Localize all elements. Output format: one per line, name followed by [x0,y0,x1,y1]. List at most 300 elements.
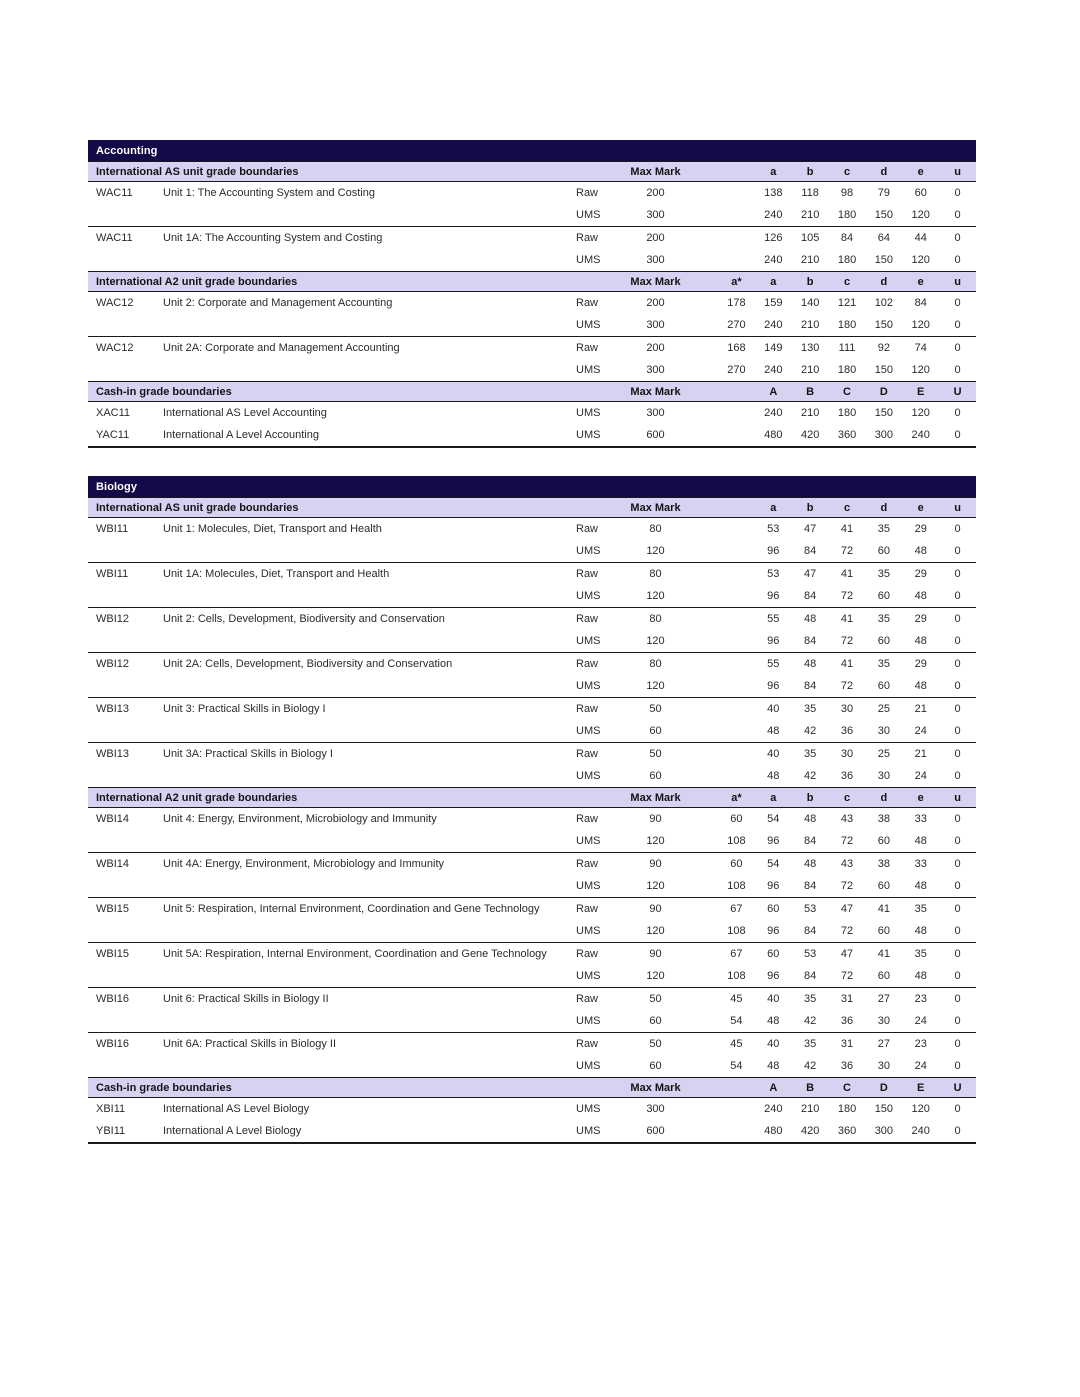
mark-type-label: Raw [576,232,599,244]
grade-value: 42 [804,725,817,737]
grade-value: 42 [804,1015,817,1027]
grade-value: 48 [767,725,780,737]
mark-type-label: UMS [576,1060,601,1072]
mark-line [88,1055,976,1077]
grade-values [718,407,976,419]
grade-value: 41 [840,523,854,535]
group-header-label: Cash-in grade boundaries [96,1081,232,1094]
grade-value: 30 [840,703,854,715]
grade-value: 150 [874,319,894,331]
grade-value: 159 [764,297,783,309]
grade-value: 0 [954,232,961,244]
mark-line [88,359,976,381]
grade-value: 0 [954,725,961,737]
grade-col-header: c [843,791,851,804]
grade-value: 30 [877,1015,890,1027]
grade-boundaries-tables [88,140,976,1172]
grade-value: 60 [730,858,743,870]
grade-value: 74 [914,342,927,354]
grade-values [718,209,976,221]
grade-col-header: e [917,275,924,288]
mark-line [88,875,976,897]
subject-section-accounting [88,140,976,448]
grade-value: 25 [877,703,890,715]
grade-value: 42 [804,770,817,782]
mark-line [88,608,976,630]
mark-line [88,630,976,652]
grade-value: 24 [914,770,927,782]
grade-value: 480 [764,1125,783,1137]
grade-col-header: a* [731,791,742,804]
grade-value: 126 [764,232,783,244]
grade-value: 40 [767,748,780,760]
grade-value: 0 [954,748,961,760]
grade-value: 96 [767,880,780,892]
grade-value: 270 [727,319,746,331]
grade-value: 0 [954,613,961,625]
grade-value [718,770,755,782]
grade-value: 0 [954,319,961,331]
mark-type-label: UMS [576,209,601,221]
section-title [88,140,976,161]
grade-value [718,613,755,625]
grade-value: 23 [914,993,927,1005]
grade-col-headers [718,792,976,804]
grade-value: 102 [874,297,894,309]
grade-value: 60 [914,187,927,199]
unit-row-group [88,1120,976,1142]
grade-value: 210 [800,319,820,331]
grade-value: 92 [877,342,890,354]
grade-value: 48 [767,1015,780,1027]
grade-col-header: U [953,1081,962,1094]
max-mark-value: 600 [646,429,665,441]
grade-value: 84 [914,297,927,309]
grade-value: 40 [767,703,780,715]
section-title-text: Biology [96,480,138,493]
unit-title: Unit 4A: Energy, Environment, Microbiology and Immunity [163,858,445,870]
mark-type-label: UMS [576,725,601,737]
grade-value: 240 [764,407,783,419]
group-header-label: International A2 unit grade boundaries [96,791,298,804]
unit-title: Unit 1: The Accounting System and Costing [163,187,375,199]
max-mark-value: 50 [649,703,662,715]
grade-value: 29 [914,613,927,625]
mark-type-label: Raw [576,748,599,760]
grade-values [718,254,976,266]
grade-value: 0 [954,364,961,376]
unit-code: WBI15 [96,903,130,915]
grade-value: 36 [840,725,854,737]
grade-value: 43 [840,858,854,870]
group-header [88,381,976,402]
grade-value: 84 [804,925,817,937]
grade-value [718,703,755,715]
grade-value: 0 [954,209,961,221]
grade-col-header: b [806,165,814,178]
grade-values [718,813,976,825]
unit-title: International AS Level Accounting [163,407,327,419]
unit-row-group [88,697,976,742]
mark-type-label: UMS [576,254,601,266]
grade-value: 47 [804,523,817,535]
grade-col-header: E [917,385,925,398]
grade-values [718,948,976,960]
grade-value: 29 [914,568,927,580]
grade-value: 96 [767,925,780,937]
grade-values [718,970,976,982]
unit-row-group [88,852,976,897]
grade-value: 149 [764,342,783,354]
mark-type-label: Raw [576,858,599,870]
grade-value: 67 [730,948,743,960]
grade-value [718,209,755,221]
grade-value: 84 [804,545,817,557]
grade-col-header [718,386,755,398]
mark-line [88,424,976,446]
mark-line [88,518,976,540]
unit-row-group [88,1032,976,1077]
max-mark-value: 300 [646,254,665,266]
grade-value: 24 [914,725,927,737]
grade-value: 35 [914,903,927,915]
unit-code: WAC11 [96,187,133,199]
mark-type-label: UMS [576,545,601,557]
grade-value: 150 [874,254,894,266]
grade-col-header: b [806,791,814,804]
grade-values [718,319,976,331]
grade-col-header: c [843,501,851,514]
grade-value: 45 [730,993,743,1005]
grade-value [718,568,755,580]
grade-value: 0 [954,429,961,441]
grade-value: 84 [804,835,817,847]
grade-value: 54 [730,1060,743,1072]
grade-col-header: a [770,165,777,178]
grade-value: 42 [804,1060,817,1072]
mark-line [88,653,976,675]
grade-value: 67 [730,903,743,915]
grade-value: 41 [840,658,854,670]
grade-value: 108 [727,925,746,937]
grade-value: 48 [914,680,927,692]
grade-col-header: b [806,275,814,288]
grade-value [718,1125,755,1137]
mark-type-label: UMS [576,1103,601,1115]
max-mark-value: 60 [649,725,662,737]
group-header [88,271,976,292]
grade-value: 84 [804,635,817,647]
grade-col-header: c [843,165,851,178]
grade-values [718,590,976,602]
grade-col-header [718,502,755,514]
section-title [88,476,976,497]
grade-value: 0 [954,858,961,870]
grade-value [718,725,755,737]
unit-code: WBI11 [96,568,129,580]
grade-values [718,187,976,199]
grade-value [718,1103,755,1115]
grade-value: 35 [877,523,890,535]
grade-value: 240 [911,1125,930,1137]
grade-value: 0 [954,545,961,557]
mark-line [88,249,976,271]
grade-value: 47 [804,568,817,580]
mark-line [88,337,976,359]
grade-value: 0 [954,948,961,960]
grade-value: 240 [764,319,783,331]
mark-line [88,227,976,249]
grade-value [718,545,755,557]
grade-values [718,835,976,847]
grade-value: 35 [877,658,890,670]
mark-line [88,204,976,226]
grade-value: 150 [874,209,894,221]
grade-value: 0 [954,680,961,692]
grade-value: 210 [800,407,820,419]
mark-type-label: UMS [576,1015,601,1027]
mark-type-label: UMS [576,590,601,602]
grade-col-header: e [917,165,924,178]
max-mark-value: 60 [649,1015,662,1027]
grade-value: 48 [914,835,927,847]
grade-value: 120 [911,1103,930,1115]
grade-value: 72 [840,590,854,602]
unit-row-group [88,987,976,1032]
group-header [88,787,976,808]
grade-value: 210 [800,209,820,221]
grade-values [718,925,976,937]
mark-line [88,988,976,1010]
max-mark-header: Max Mark [630,165,681,178]
unit-code: WBI16 [96,1038,130,1050]
grade-value: 72 [840,835,854,847]
grade-value: 48 [804,613,817,625]
mark-line [88,720,976,742]
grade-value [718,635,755,647]
grade-value: 0 [954,635,961,647]
mark-line [88,743,976,765]
mark-type-label: UMS [576,319,601,331]
grade-value: 79 [877,187,890,199]
mark-type-label: Raw [576,948,599,960]
grade-value: 96 [767,545,780,557]
group-header [88,1077,976,1098]
grade-value: 0 [954,1103,961,1115]
max-mark-value: 90 [649,858,662,870]
grade-col-header: D [879,385,888,398]
grade-values [718,880,976,892]
unit-row-group [88,897,976,942]
max-mark-value: 300 [646,209,665,221]
unit-title: Unit 1: Molecules, Diet, Transport and Health [163,523,382,535]
max-mark-value: 80 [649,568,662,580]
grade-values [718,364,976,376]
grade-col-header: c [843,275,851,288]
grade-value: 120 [911,254,930,266]
max-mark-value: 80 [649,658,662,670]
max-mark-value: 90 [649,948,662,960]
grade-value: 60 [877,545,890,557]
unit-title: Unit 4: Energy, Environment, Microbiology and Immunity [163,813,437,825]
grade-value: 120 [911,407,930,419]
unit-title: Unit 2: Corporate and Management Accounting [163,297,393,309]
unit-code: WBI12 [96,613,130,625]
grade-values [718,993,976,1005]
grade-value: 118 [801,187,819,199]
max-mark-value: 80 [649,523,662,535]
mark-line [88,1033,976,1055]
grade-value: 35 [804,703,817,715]
mark-type-label: Raw [576,568,599,580]
mark-type-label: UMS [576,635,601,647]
max-mark-value: 120 [646,835,665,847]
unit-row-group [88,742,976,787]
mark-line [88,182,976,204]
grade-value: 84 [840,232,854,244]
grade-value [718,187,755,199]
grade-value: 29 [914,523,927,535]
grade-value: 36 [840,1060,854,1072]
grade-col-header: D [879,1081,888,1094]
grade-value: 96 [767,635,780,647]
mark-type-label: Raw [576,297,599,309]
mark-type-label: UMS [576,925,601,937]
grade-values [718,568,976,580]
grade-value: 35 [877,568,890,580]
grade-value: 41 [840,613,854,625]
unit-code: WBI11 [96,523,129,535]
grade-values [718,725,976,737]
grade-value: 105 [800,232,820,244]
grade-value: 44 [914,232,927,244]
grade-value: 0 [954,925,961,937]
grade-value: 47 [840,903,854,915]
grade-value [718,232,755,244]
grade-value: 60 [767,903,780,915]
grade-col-header: C [843,1081,851,1094]
max-mark-value: 600 [646,1125,665,1137]
mark-line [88,830,976,852]
grade-value: 120 [911,364,930,376]
grade-value: 72 [840,635,854,647]
grade-value: 54 [767,813,780,825]
grade-value [718,407,755,419]
mark-type-label: UMS [576,364,601,376]
grade-value: 54 [730,1015,743,1027]
mark-type-label: Raw [576,342,599,354]
unit-title: Unit 1A: The Accounting System and Costing [163,232,383,244]
grade-value: 300 [874,429,894,441]
grade-value [718,748,755,760]
grade-value: 140 [800,297,820,309]
grade-col-header: a [770,275,777,288]
grade-value: 53 [804,903,817,915]
mark-type-label: Raw [576,813,599,825]
mark-type-label: UMS [576,429,601,441]
grade-value: 33 [914,813,927,825]
mark-type-label: Raw [576,703,599,715]
mark-line [88,765,976,787]
grade-value: 35 [804,1038,817,1050]
grade-col-header: C [843,385,851,398]
grade-value: 120 [911,319,930,331]
grade-value: 40 [767,993,780,1005]
grade-value: 0 [954,254,961,266]
grade-value: 420 [800,429,820,441]
grade-value: 240 [764,364,783,376]
unit-row-group [88,182,976,226]
unit-row-group [88,607,976,652]
unit-row-group [88,336,976,381]
grade-value: 84 [804,880,817,892]
grade-value: 0 [954,993,961,1005]
grade-col-header: u [954,791,961,804]
max-mark-value: 60 [649,770,662,782]
grade-value [718,254,755,266]
mark-line [88,292,976,314]
grade-value: 60 [877,635,890,647]
mark-line [88,965,976,987]
mark-line [88,853,976,875]
max-mark-value: 120 [646,680,665,692]
grade-value: 0 [954,342,961,354]
grade-value: 35 [914,948,927,960]
grade-value: 31 [840,993,854,1005]
mark-type-label: UMS [576,880,601,892]
grade-value: 53 [767,523,780,535]
max-mark-value: 300 [646,1103,665,1115]
grade-value: 120 [911,209,930,221]
grade-value: 21 [914,748,927,760]
mark-type-label: UMS [576,407,601,419]
grade-value: 40 [767,1038,780,1050]
unit-title: Unit 6A: Practical Skills in Biology II [163,1038,337,1050]
grade-value: 480 [764,429,783,441]
grade-value: 121 [837,297,857,309]
max-mark-header: Max Mark [630,1081,681,1094]
grade-value: 150 [874,1103,894,1115]
mark-type-label: Raw [576,993,599,1005]
unit-code: WBI15 [96,948,130,960]
grade-value: 24 [914,1060,927,1072]
mark-line [88,898,976,920]
grade-value: 98 [840,187,854,199]
unit-title: Unit 5A: Respiration, Internal Environment, Coordination and Gene Technology [163,948,547,960]
grade-value: 0 [954,703,961,715]
unit-code: WBI12 [96,658,130,670]
grade-value: 72 [840,880,854,892]
max-mark-header: Max Mark [630,385,681,398]
unit-title: International A Level Accounting [163,429,319,441]
grade-value: 84 [804,590,817,602]
max-mark-value: 60 [649,1060,662,1072]
grade-col-header: b [806,501,814,514]
unit-row-group [88,226,976,271]
grade-values [718,545,976,557]
max-mark-header: Max Mark [630,791,681,804]
grade-value: 108 [727,880,746,892]
grade-value [718,658,755,670]
grade-value: 240 [764,1103,783,1115]
grade-value: 38 [877,813,890,825]
mark-type-label: Raw [576,1038,599,1050]
grade-value: 21 [914,703,927,715]
grade-value: 180 [837,319,857,331]
max-mark-value: 120 [646,590,665,602]
grade-values [718,703,976,715]
grade-values [718,613,976,625]
